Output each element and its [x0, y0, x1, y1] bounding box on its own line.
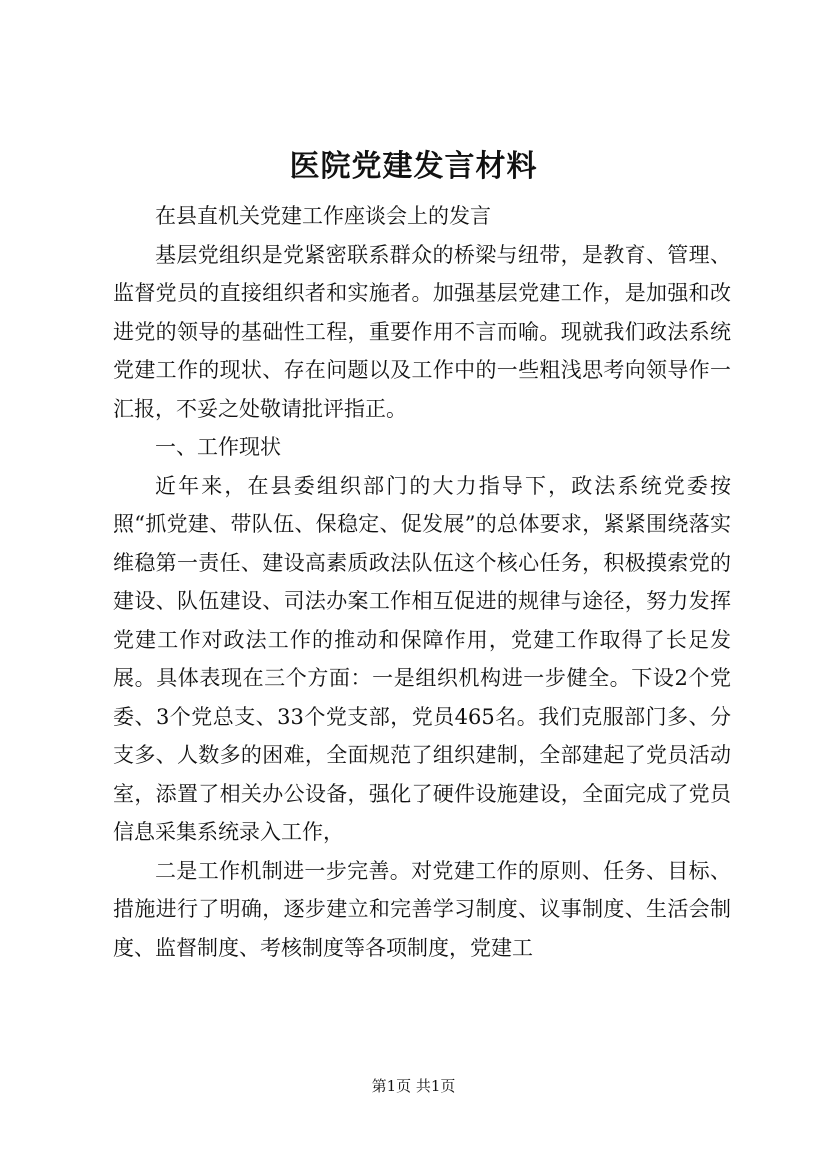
- status-paragraph: 近年来，在县委组织部门的大力指导下，政法系统党委按照“抓党建、带队伍、保稳定、促发展”的总体要求，紧紧围绕落实维稳第一责任、建设高素质政法队伍这个核心任务，积极摸索党的建设、队伍建设、司法办案工作相互促进的规律与途径，努力发挥党建工作对政法工作的推动和保障作用，党建工作取得了长足发展。具体表现在三个方面：一是组织机构进一步健全。下设2个党委、3个党总支、33个党支部，党员465名。我们克服部门多、分支多、人数多的困难，全面规范了组织建制，全部建起了党员活动室，添置了相关办公设备，强化了硬件设施建设，全面完成了党员信息采集系统录入工作，: [113, 473, 731, 844]
- section-heading: 一、工作现状: [155, 435, 281, 459]
- subtitle-paragraph: 在县直机关党建工作座谈会上的发言: [155, 204, 491, 228]
- document-title: 医院党建发言材料: [289, 149, 538, 184]
- page-number: 第1页 共1页: [371, 1077, 456, 1095]
- document-body: [113, 197, 731, 967]
- intro-paragraph: 基层党组织是党紧密联系群众的桥梁与纽带，是教育、管理、监督党员的直接组织者和实施者。加强基层党建工作，是加强和改进党的领导的基础性工程，重要作用不言而喻。现就我们政法系统党建工作的现状、存在问题以及工作中的一些粗浅思考向领导作一汇报，不妥之处敬请批评指正。: [113, 242, 731, 421]
- mechanism-paragraph: 二是工作机制进一步完善。对党建工作的原则、任务、目标、措施进行了明确，逐步建立和完善学习制度、议事制度、生活会制度、监督制度、考核制度等各项制度，党建工: [113, 858, 731, 960]
